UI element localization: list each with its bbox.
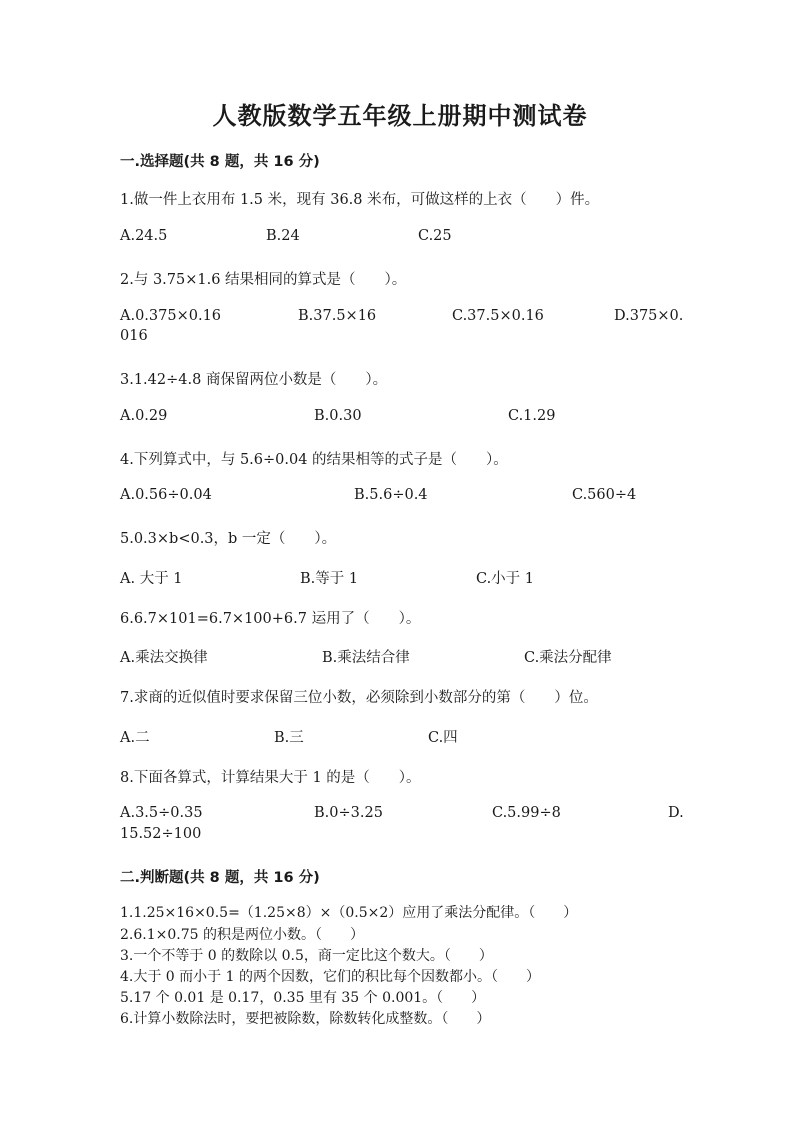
option-2a: A.0.375×0.16 xyxy=(120,308,222,324)
judgement-item-2: 2.6.1×0.75 的积是两位小数。（ ） xyxy=(120,927,364,943)
judgement-item-5: 5.17 个 0.01 是 0.17，0.35 里有 35 个 0.001。（ ） xyxy=(120,990,486,1006)
section-heading-choice: 一.选择题(共 8 题，共 16 分) xyxy=(120,154,320,170)
option-5b: B.等于 1 xyxy=(300,571,359,587)
section-heading-judgement: 二.判断题(共 8 题，共 16 分) xyxy=(120,870,320,886)
option-7b: B.三 xyxy=(274,730,304,746)
question-3: 3.1.42÷4.8 商保留两位小数是（ ）。 xyxy=(120,372,388,388)
option-4b: B.5.6÷0.4 xyxy=(354,487,428,503)
option-1a: A.24.5 xyxy=(120,228,168,244)
option-7a: A.二 xyxy=(120,730,150,746)
option-8a: A.3.5÷0.35 xyxy=(120,805,203,821)
option-8c: C.5.99÷8 xyxy=(492,805,561,821)
question-8: 8.下面各算式，计算结果大于 1 的是（ ）。 xyxy=(120,770,421,786)
question-1: 1.做一件上衣用布 1.5 米，现有 36.8 米布，可做这样的上衣（ ）件。 xyxy=(120,192,600,208)
option-4a: A.0.56÷0.04 xyxy=(120,487,212,503)
option-7c: C.四 xyxy=(428,730,458,746)
judgement-item-3: 3.一个不等于 0 的数除以 0.5，商一定比这个数大。（ ） xyxy=(120,948,493,964)
question-6: 6.6.7×101=6.7×100+6.7 运用了（ ）。 xyxy=(120,611,421,627)
option-6a: A.乘法交换律 xyxy=(120,650,208,666)
option-5c: C.小于 1 xyxy=(476,571,535,587)
option-2d-continued: 016 xyxy=(120,328,148,344)
option-1b: B.24 xyxy=(266,228,300,244)
option-2c: C.37.5×0.16 xyxy=(452,308,544,324)
judgement-item-4: 4.大于 0 而小于 1 的两个因数，它们的积比每个因数都小。（ ） xyxy=(120,969,540,985)
option-8b: B.0÷3.25 xyxy=(314,805,383,821)
option-6b: B.乘法结合律 xyxy=(322,650,410,666)
option-6c: C.乘法分配律 xyxy=(524,650,612,666)
question-4: 4.下列算式中，与 5.6÷0.04 的结果相等的式子是（ ）。 xyxy=(120,452,508,468)
option-5a: A. 大于 1 xyxy=(120,571,183,587)
option-2b: B.37.5×16 xyxy=(298,308,377,324)
page-title: 人教版数学五年级上册期中测试卷 xyxy=(212,102,588,130)
option-8d: D. xyxy=(668,805,684,821)
option-2d: D.375×0. xyxy=(614,308,684,324)
question-2: 2.与 3.75×1.6 结果相同的算式是（ ）。 xyxy=(120,272,407,288)
judgement-item-1: 1.1.25×16×0.5=（1.25×8）×（0.5×2）应用了乘法分配律。（ ） xyxy=(120,905,578,921)
option-3a: A.0.29 xyxy=(120,408,168,424)
question-7: 7.求商的近似值时要求保留三位小数，必须除到小数部分的第（ ）位。 xyxy=(120,690,598,706)
option-4c: C.560÷4 xyxy=(572,487,637,503)
option-1c: C.25 xyxy=(418,228,452,244)
question-5: 5.0.3×b<0.3，b 一定（ ）。 xyxy=(120,531,337,547)
judgement-item-6: 6.计算小数除法时，要把被除数，除数转化成整数。（ ） xyxy=(120,1011,491,1027)
option-3b: B.0.30 xyxy=(314,408,362,424)
option-3c: C.1.29 xyxy=(508,408,556,424)
option-8d-continued: 15.52÷100 xyxy=(120,826,202,842)
